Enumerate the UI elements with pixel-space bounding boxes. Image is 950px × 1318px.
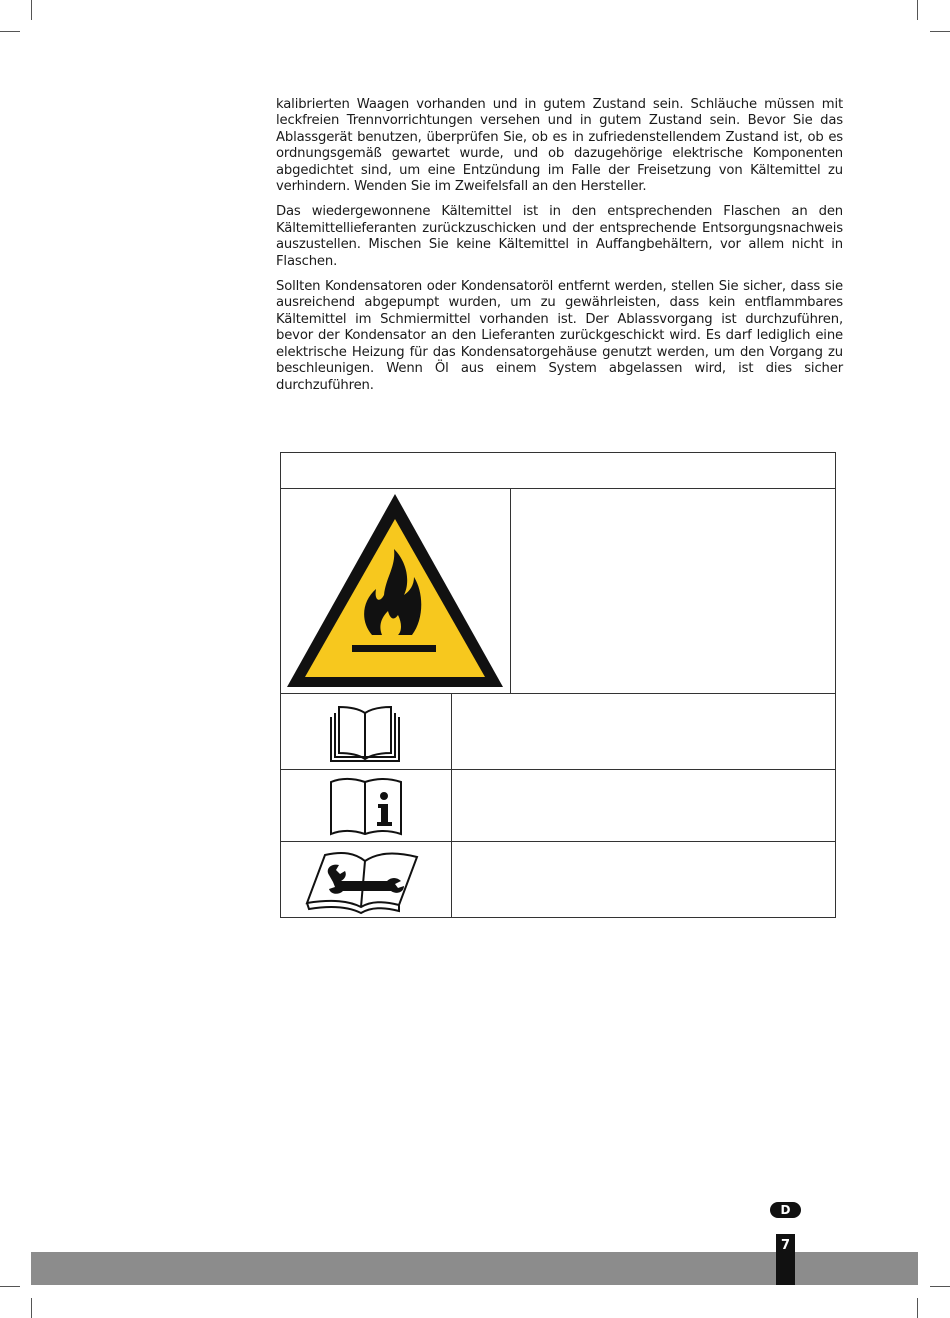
flammable-warning-icon (284, 491, 506, 691)
table-divider (281, 488, 835, 489)
paragraph: Das wiedergewonnene Kältemittel ist in den entsprechenden Flaschen an den Kältemittellieferanten zurückzuschicken und der entsprechende Entsorgungsnachweis auszustellen. Mischen Sie keine Kältemittel in Auffangbehältern, vor allem nicht in Flaschen. (276, 204, 843, 269)
service-manual-icon (303, 845, 427, 915)
crop-mark (917, 0, 918, 20)
crop-mark (31, 0, 32, 20)
crop-mark (31, 1298, 32, 1318)
crop-mark (930, 1286, 950, 1287)
symbol-table (280, 452, 836, 918)
manual-info-icon (327, 774, 405, 838)
crop-mark (0, 1286, 20, 1287)
crop-mark (0, 31, 20, 32)
paragraph: Sollten Kondensatoren oder Kondensatoröl entfernt werden, stellen Sie sicher, dass sie ausreichend abgepumpt wurden, um zu gewährleisten, dass kein entflammbares Kältemittel im Schmiermittel vorhanden ist. Der Ablassvorgang ist durchzuführen, bevor der Kondensator an den Lieferanten zurückgeschickt wird. Es darf lediglich eine elektrische Heizung für das Kondensatorgehäuse genutzt werden, um den Vorgang zu beschleunigen. Wenn Öl aus einem System abgelassen wird, ist dies sicher durchzuführen. (276, 279, 843, 393)
page-number: 7 (776, 1234, 795, 1285)
crop-mark (917, 1298, 918, 1318)
language-badge: D (770, 1202, 801, 1218)
table-divider (451, 693, 452, 918)
body-text (276, 97, 843, 403)
crop-mark (930, 31, 950, 32)
table-divider (510, 488, 511, 694)
paragraph: kalibrierten Waagen vorhanden und in gutem Zustand sein. Schläuche müssen mit leckfreien Trennvorrichtungen versehen und in gutem Zustand sein. Bevor Sie das Ablassgerät benutzen, überprüfen Sie, ob es in zufriedenstellendem Zustand ist, ob es ordnungsgemäß gewartet wurde, und ob dazugehörige elektrische Komponenten abgedichtet sind, um eine Entzündung im Falle der Freisetzung von Kältemittel zu verhindern. Wenden Sie im Zweifelsfall an den Hersteller. (276, 97, 843, 195)
table-divider (281, 841, 835, 842)
table-divider (281, 693, 835, 694)
book-icon (327, 703, 403, 765)
table-divider (281, 769, 835, 770)
